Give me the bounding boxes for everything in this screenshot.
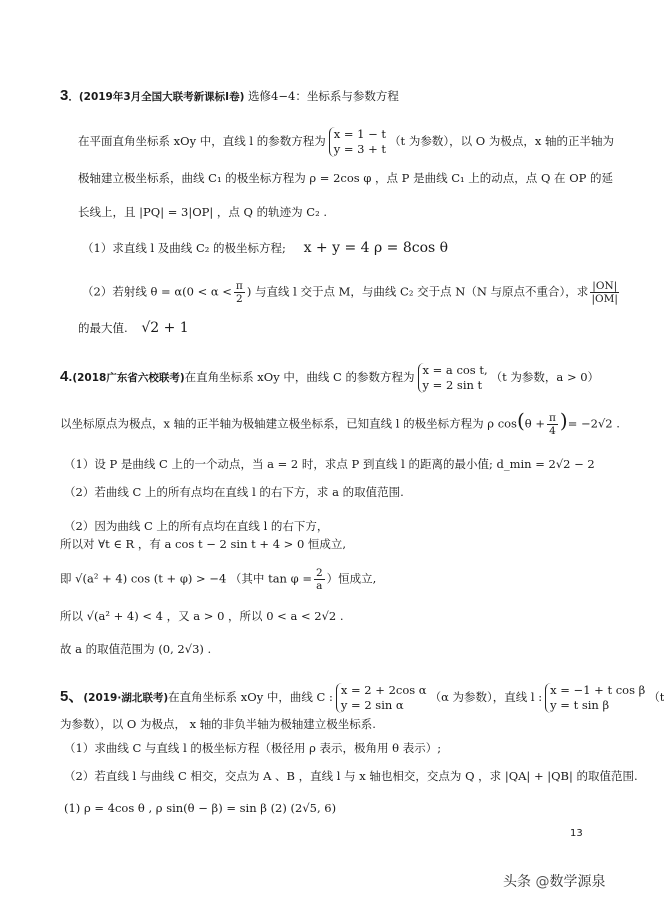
frac-num: |ON| <box>592 280 618 292</box>
q3-sys-y: y = 3 + t <box>333 142 387 156</box>
q4-sol-line3-tail: ）恒成立, <box>326 571 377 586</box>
q4-line2 <box>60 408 620 437</box>
q3-pi-over-2 <box>234 280 245 305</box>
q3-sys-x: x = 1 − t <box>333 127 387 141</box>
paren-close: ) <box>559 408 568 433</box>
q5-curve-x: x = 2 + 2cos α <box>340 683 427 697</box>
q4-line1-text: 在直角坐标系 xOy 中，曲线 C 的参数方程为 <box>184 370 415 384</box>
q5-line-x: x = −1 + t cos β <box>550 683 646 697</box>
page-number: 13 <box>570 828 583 839</box>
q4-sys-y: y = 2 sin t <box>422 378 483 392</box>
frac-den: a <box>316 580 323 592</box>
q4-line2-tail: = −2√2 . <box>567 416 620 431</box>
q3-ratio <box>590 280 619 305</box>
q5-part2: （2）若直线 l 与曲线 C 相交，交点为 A 、B ，直线 l 与 x 轴也相交，交点为 Q ，求 |QA| + |QB| 的取值范围. <box>64 769 638 783</box>
q4-theta: θ + <box>524 416 545 431</box>
q5-curve-system <box>336 683 427 713</box>
q4-part2: （2）若曲线 C 上的所有点均在直线 l 的右下方，求 a 的取值范围. <box>64 485 404 499</box>
q4-sol-line5: 故 a 的取值范围为 (0, 2√3) . <box>60 642 212 656</box>
frac-den: |OM| <box>591 293 618 305</box>
q3-part1-text: （1）求直线 l 及曲线 C₂ 的极坐标方程; <box>82 241 286 255</box>
frac-num: 2 <box>315 567 323 579</box>
q3-part2-end <box>78 320 189 336</box>
paren-open: ( <box>516 408 525 433</box>
q4-sol-line2: 所以对 ∀t ∈ R ，有 a cos t − 2 sin t + 4 > 0 恒成立, <box>60 537 347 551</box>
q3-part2-answer: √2 + 1 <box>141 320 189 336</box>
q5-answer: (1) ρ = 4cos θ , ρ sin(θ − β) = sin β (2) (2√5, 6) <box>64 801 337 815</box>
q4-line1-tail: （t 为参数，a > 0） <box>490 370 600 384</box>
q3-line1 <box>78 127 614 157</box>
q3-param-system <box>329 127 386 157</box>
q3-line3: 长线上，且 |PQ| = 3|OP| ，点 Q 的轨迹为 C₂ . <box>78 205 328 219</box>
q3-part2-end-text: 的最大值. <box>78 321 128 335</box>
q5-line-system <box>545 683 645 713</box>
q3-number: 3 <box>60 87 69 104</box>
q3-line1-tail: （t 为参数），以 O 为极点，x 轴的正半轴为 <box>389 134 614 148</box>
q4-pi-over-4 <box>547 412 558 437</box>
q5-number: 5、 <box>60 688 84 705</box>
frac-num: π <box>235 280 243 292</box>
q3-part2-text: （2）若射线 θ = α(0 < α < <box>82 284 232 299</box>
q4-line2-text: 以坐标原点为极点，x 轴的正半轴为极轴建立极坐标系，已知直线 l 的极坐标方程为 ρ cos <box>60 416 517 431</box>
q5-line1 <box>60 683 664 713</box>
q5-line2: 为参数），以 O 为极点， x 轴的非负半轴为极轴建立极坐标系. <box>60 717 376 731</box>
q4-sys-x: x = a cos t, <box>422 363 488 377</box>
q4-number: 4 <box>60 368 69 385</box>
q3-line1-text: 在平面直角坐标系 xOy 中，直线 l 的参数方程为 <box>78 134 326 148</box>
q4-sol-line3-text: 即 √(a² + 4) cos (t + φ) > −4 （其中 tan φ = <box>60 571 312 586</box>
q3-topic: 选修4−4：坐标系与参数方程 <box>248 89 399 103</box>
q4-line1 <box>60 363 599 393</box>
q5-curve-y: y = 2 sin α <box>340 698 404 712</box>
q4-sol-line3 <box>60 567 376 592</box>
q3-part1 <box>82 240 448 256</box>
frac-den: 2 <box>236 293 243 305</box>
frac-den: 4 <box>549 425 556 437</box>
q3-line2: 极轴建立极坐标系，曲线 C₁ 的极坐标方程为 ρ = 2cos φ ，点 P 是曲线 C₁ 上的动点，点 Q 在 OP 的延 <box>78 171 614 185</box>
watermark-name: 数学源泉 <box>549 874 606 890</box>
q3-part2 <box>82 280 621 305</box>
q5-line1-tail: （t <box>648 690 664 704</box>
watermark <box>503 871 605 891</box>
q4-tan-frac <box>314 567 325 592</box>
watermark-at: @ <box>531 874 550 890</box>
q5-line1-mid: （α 为参数），直线 l : <box>429 690 543 704</box>
q4-sol-line1: （2）因为曲线 C 上的所有点均在直线 l 的右下方， <box>64 519 329 533</box>
q5-line-y: y = t sin β <box>550 698 610 712</box>
q5-source: (2019·湖北联考) <box>83 692 169 704</box>
q4-param-system <box>418 363 488 393</box>
q3-source: ．(2019年3月全国大联考新课标I卷) <box>68 91 245 103</box>
q5-part1: （1）求曲线 C 与直线 l 的极坐标方程（极径用 ρ 表示，极角用 θ 表示）; <box>64 741 442 755</box>
watermark-prefix: 头条 <box>503 874 531 890</box>
q4-source: .(2018广东省六校联考) <box>68 372 185 384</box>
q3-part1-answer: x + y = 4 ρ = 8cos θ <box>303 240 449 256</box>
q3-part2-mid: ) 与直线 l 交于点 M，与曲线 C₂ 交于点 N（N 与原点不重合），求 <box>246 284 589 299</box>
q4-part1: （1）设 P 是曲线 C 上的一个动点，当 a = 2 时，求点 P 到直线 l 的距离的最小值; d_min = 2√2 − 2 <box>64 457 595 471</box>
q4-sol-line4: 所以 √(a² + 4) < 4 ，又 a > 0 ，所以 0 < a < 2√2 . <box>60 609 344 623</box>
frac-num: π <box>549 412 556 424</box>
q3-header <box>60 88 399 105</box>
q5-line1-text: 在直角坐标系 xOy 中，曲线 C : <box>168 690 333 704</box>
